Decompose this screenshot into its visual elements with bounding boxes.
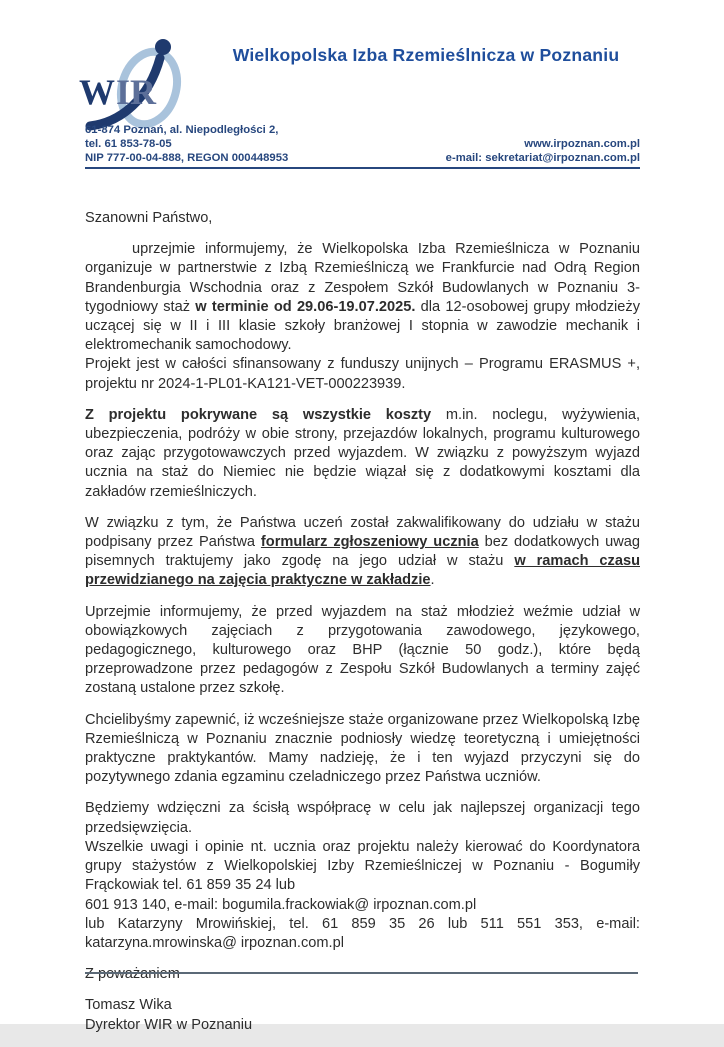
text-run: Szanowni Państwo, <box>85 210 213 226</box>
footer-rule <box>85 972 638 974</box>
paragraph-cooperation <box>85 799 640 837</box>
paragraph-coordinator-phone <box>85 896 640 915</box>
paragraph-costs <box>85 406 640 502</box>
text-run: 601 913 140, e-mail: bogumila.frackowiak@ irpoznan.com.pl <box>85 896 477 913</box>
letter-body <box>85 209 640 1047</box>
text-run: Tomasz Wika <box>85 997 172 1014</box>
paragraph-preparation <box>85 603 640 699</box>
signer-title <box>85 1016 640 1035</box>
paragraph-intro <box>85 240 640 355</box>
text-run: Chcielibyśmy zapewnić, iż wcześniejsze staże organizowane przez Wielkopolską Izbę Rzemieślniczą w Poznaniu znacznie podniosły wiedzę teoretyczną i umiejętności praktyczne praktykantów. Mamy nadzieję, że i ten wyjazd przyczyni się do pozytywnego zdania egzaminu czeladniczego przez Państwa uczniów. <box>85 711 640 786</box>
text-run: Projekt jest w całości sfinansowany z funduszy unijnych – Programu ERASMUS +, projektu nr 2024-1-PL01-KA121-VET-000223939. <box>85 356 640 392</box>
contact-address-block <box>85 124 288 166</box>
contact-phone-line: tel. 61 853-78-05 <box>85 137 172 150</box>
contact-web-block <box>446 138 640 166</box>
text-run: m.in. noclegu, wyżywienia, ubezpieczenia, podróży w obie strony, przejazdów lokalnych, programu kulturowego oraz zając przygotowawczych przed wyjazdem. W związku z powyższym wyjazd ucznia na staż do Niemiec nie będzie wiązał się z dodatkowymi kosztami dla zakładów rzemieślniczych. <box>85 406 640 500</box>
logo-letter-w: W <box>79 72 115 112</box>
salutation <box>85 209 640 228</box>
text-run: Z poważaniem <box>85 966 180 983</box>
paragraph-coordinator <box>85 838 640 896</box>
wir-logo <box>76 32 208 134</box>
contact-address-line: 61-874 Poznań, al. Niepodległości 2, <box>85 124 279 136</box>
text-run: W związku z tym, że Państwa uczeń został zakwalifikowany do udziału w stażu podpisany przez Państwa <box>85 514 640 551</box>
organization-title: Wielkopolska Izba Rzemieślnicza w Poznaniu <box>232 45 620 65</box>
paragraph-assurance <box>85 711 640 788</box>
text-run: Z projektu pokrywane są wszystkie koszty <box>85 406 432 423</box>
header-rule <box>85 167 640 169</box>
contact-email: e-mail: sekretariat@irpoznan.com.pl <box>445 151 640 164</box>
signer-name <box>85 996 640 1015</box>
text-run: w terminie od 29.06-19.07.2025. <box>195 298 416 315</box>
text-run: uprzejmie informujemy, że Wielkopolska Izba Rzemieślnicza w Poznaniu organizuje w partnerstwie z Izbą Rzemieślniczą we Frankfurcie nad Odrą Region Brandenburgia Wschodnia oraz z Zespołem Szkół Budowlanych w Poznaniu 3-tygodniowy staż <box>85 241 640 315</box>
contact-website: www.irpoznan.com.pl <box>524 137 640 150</box>
logo-letters-ir: IR <box>116 72 157 112</box>
contact-nip-regon-line: NIP 777-00-04-888, REGON 000448953 <box>85 151 289 164</box>
text-run: bez dodatkowych uwag pisemnych traktujemy jako zgodę na jego udział w stażu <box>85 534 641 570</box>
logo-dot <box>155 39 171 55</box>
paragraph-second-contact <box>85 915 640 953</box>
paragraph-qualification <box>85 514 640 591</box>
text-run: Uprzejmie informujemy, że przed wyjazdem na staż młodzież weźmie udział w obowiązkowych zajęciach z przygotowania zawodowego, językowego, pedagogicznego, kulturowego oraz BHP (łącznie 50 godz.), które będą przeprowadzone przez pedagogów z Zespołu Szkół Budowlanych a terminy zajęć zostaną ustalone przez szkołę. <box>85 603 640 697</box>
text-run: lub Katarzyny Mrowińskiej, tel. 61 859 35 26 lub 511 551 353, e-mail: katarzyna.mrowinska@ irpoznan.com.pl <box>85 915 640 951</box>
header-contact <box>85 124 640 166</box>
text-run: dla 12-osobowej grupy młodzieży uczącej się w II i III klasie szkoły branżowej I stopnia w zawodzie mechanik i elektromechanik samochodowy. <box>85 298 640 354</box>
text-run: Wszelkie uwagi i opinie nt. ucznia oraz projektu należy kierować do Koordynatora grupy stażystów z Wielkopolskiej Izby Rzemieślniczej w Poznaniu - Bogumiły Frąckowiak tel. 61 859 35 24 lub <box>85 838 640 894</box>
text-run: Dyrektor WIR w Poznaniu <box>85 1016 253 1033</box>
text-run: formularz zgłoszeniowy ucznia <box>260 534 479 551</box>
text-run: Będziemy wdzięczni za ścisłą współpracę w celu jak najlepszej organizacji tego przedsięwzięcia. <box>85 800 640 836</box>
text-run: w ramach czasu przewidzianego na zajęcia praktyczne w zakładzie <box>85 553 640 589</box>
text-run: . <box>430 572 435 589</box>
closing <box>85 965 640 984</box>
paragraph-funding <box>85 355 640 393</box>
